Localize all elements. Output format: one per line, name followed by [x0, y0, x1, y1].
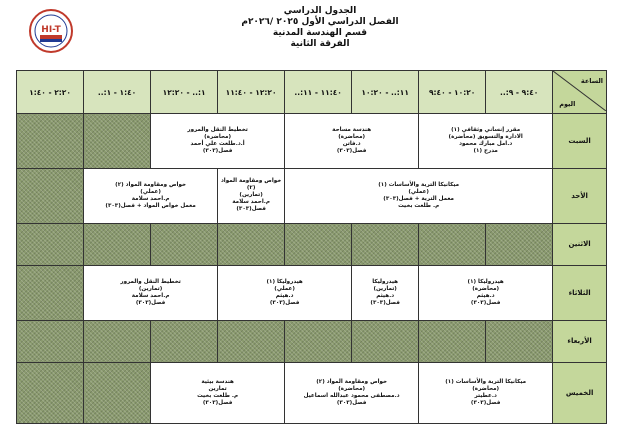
empty-slot — [84, 362, 151, 423]
empty-slot — [17, 223, 84, 265]
time-slot-7: ١:٤٠ - ١:.. — [84, 71, 151, 114]
empty-slot — [84, 114, 151, 169]
empty-slot — [419, 223, 486, 265]
row-monday — [17, 223, 607, 265]
empty-slot — [84, 223, 151, 265]
empty-slot — [419, 320, 486, 362]
session-thu-soil-lecture: ميكانيكا التربة والأساسات (١) (محاضرة) د.عطيتر فصل(٣٠٣) — [419, 362, 553, 423]
empty-slot — [352, 320, 419, 362]
empty-slot — [17, 114, 84, 169]
empty-slot — [285, 223, 352, 265]
empty-slot — [84, 320, 151, 362]
row-saturday — [17, 114, 607, 169]
empty-slot — [486, 223, 553, 265]
session-tue-hydraulics-lab: هيدروليكا (١) (عملي) د.هيثم فصل(٣٠٣) — [218, 265, 352, 320]
empty-slot — [17, 320, 84, 362]
session-tue-hydraulics-lecture: هيدروليكا (١) (محاضرة) د.هيثم فصل(٣٠٣) — [419, 265, 553, 320]
empty-slot — [352, 223, 419, 265]
time-slot-1: ٩:٤٠ - ٩:.. — [486, 71, 553, 114]
empty-slot — [285, 320, 352, 362]
logo-text: HI-T — [41, 25, 61, 35]
institute-logo — [28, 8, 74, 54]
schedule-header — [170, 6, 470, 50]
day-tuesday: الثلاثاء — [553, 265, 607, 320]
row-wednesday — [17, 320, 607, 362]
empty-slot — [17, 265, 84, 320]
empty-slot — [218, 223, 285, 265]
day-monday: الاثنين — [553, 223, 607, 265]
row-tuesday — [17, 265, 607, 320]
empty-slot — [151, 223, 218, 265]
session-tue-traffic-tutorial: تخطيط النقل والمرور (تمارين) م.احمد سلامة فصل(٣٠٣) — [84, 265, 218, 320]
empty-slot — [486, 320, 553, 362]
timetable — [16, 70, 607, 424]
empty-slot — [218, 320, 285, 362]
session-sun-soil-lab: ميكانيكا التربة والأساسات (١) (عملي) معمل التربة + فصل(٣٠٣) م. طلعت بخيت — [285, 168, 553, 223]
department-line: قسم الهندسة المدنية — [272, 28, 368, 38]
schedule-title: الجدول الدراسي — [283, 6, 357, 16]
day-saturday: السبت — [553, 114, 607, 169]
time-slot-8: ٢:٢٠ - ١:٤٠ — [17, 71, 84, 114]
day-thursday: الخميس — [553, 362, 607, 423]
session-sat-humanities: مقرر إنساني وثقافي (١) الادارة والتسويق (محاضرة) د.امل مبارك محمود مدرج (١) — [419, 114, 553, 169]
year-line: الفرقة الثانية — [290, 39, 350, 49]
session-thu-environmental: هندسة بيئية تمارين م. طلعت بخيت فصل(٣٠٣) — [151, 362, 285, 423]
session-sun-materials-lab: خواص ومقاومة المواد (٢) (عملي) م.احمد سلامة معمل خواص المواد + فصل(٣٠٣) — [84, 168, 218, 223]
row-thursday — [17, 362, 607, 423]
row-sunday — [17, 168, 607, 223]
empty-slot — [151, 320, 218, 362]
session-sat-surveying: هندسة مساحة (محاضرة) د.فاتن فصل(٣٠٣) — [285, 114, 419, 169]
semester-line: الفصل الدراسي الأول ٢٠٢٥ /٢٠٢٦م — [241, 17, 399, 27]
time-slot-6: ١:.. - ١٢:٢٠ — [151, 71, 218, 114]
session-tue-hydraulics-tutorial: هيدروليكا (تمارين) د.هيثم فصل(٣٠٣) — [352, 265, 419, 320]
corner-cell — [553, 71, 607, 114]
time-slot-4: ١١:٤٠ - ١١:.. — [285, 71, 352, 114]
empty-slot — [17, 362, 84, 423]
time-slot-3: ١١:.. - ١٠:٢٠ — [352, 71, 419, 114]
time-slot-5: ١٢:٢٠ - ١١:٤٠ — [218, 71, 285, 114]
hour-label: الساعة — [580, 77, 603, 85]
time-header-row — [17, 71, 607, 114]
session-sun-materials-tutorial: خواص ومقاومة المواد (٢) (تمارين) م.احمد سلامة فصل(٣٠٣) — [218, 168, 285, 223]
day-sunday: الأحد — [553, 168, 607, 223]
day-label: اليوم — [559, 100, 576, 109]
session-thu-materials-lecture: خواص ومقاومة المواد (٢) (محاضرة) د.مصطفى محمود عبدالله اسماعيل فصل(٣٠٣) — [285, 362, 419, 423]
empty-slot — [17, 168, 84, 223]
day-wednesday: الأربعاء — [553, 320, 607, 362]
time-slot-2: ١٠:٢٠ - ٩:٤٠ — [419, 71, 486, 114]
session-sat-traffic: تخطيط النقل والمرور (محاضرة) أ.د.طلعت علي أحمد فصل(٣٠٣) — [151, 114, 285, 169]
